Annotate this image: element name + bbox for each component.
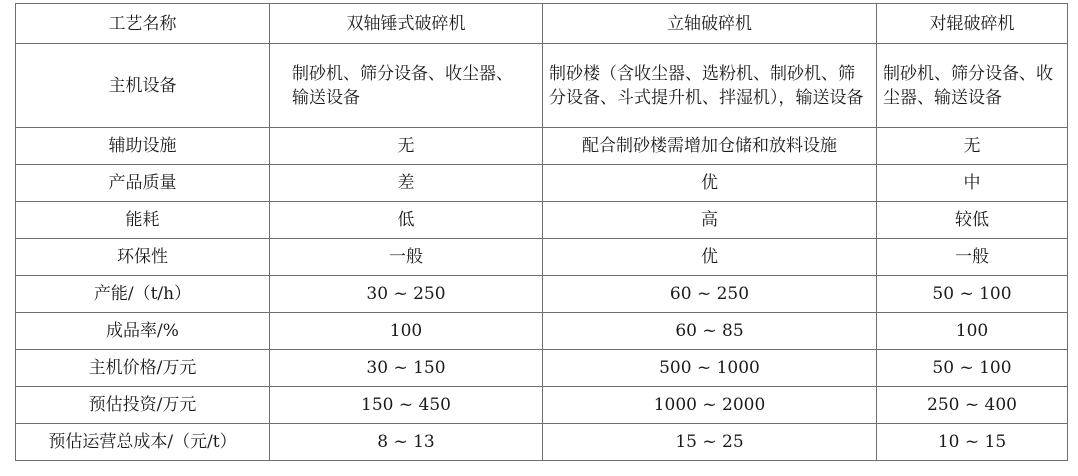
- cell-double-roller: 一般: [877, 239, 1068, 276]
- cell-double-roller: 250 ~ 400: [877, 387, 1068, 424]
- cell-double-roller: 无: [877, 128, 1068, 165]
- cell-vertical-shaft: 配合制砂楼需增加仓储和放料设施: [543, 128, 877, 165]
- cell-vertical-shaft: 高: [543, 202, 877, 239]
- table-row-environmental: [16, 239, 1068, 276]
- table-row-estimated-investment: [16, 387, 1068, 424]
- cell-vertical-shaft: 60 ~ 250: [543, 276, 877, 313]
- cell-double-shaft: 100: [270, 313, 543, 350]
- row-label: 主机设备: [16, 44, 270, 128]
- cell-double-roller: 50 ~ 100: [877, 350, 1068, 387]
- crusher-comparison-table: [15, 3, 1068, 461]
- cell-vertical-shaft: 60 ~ 85: [543, 313, 877, 350]
- table-row-main-equipment: [16, 44, 1068, 128]
- cell-double-roller: 制砂机、筛分设备、收尘器、输送设备: [877, 44, 1068, 128]
- cell-double-shaft: 制砂机、筛分设备、收尘器、输送设备: [270, 44, 543, 128]
- cell-double-shaft: 一般: [270, 239, 543, 276]
- cell-vertical-shaft: 1000 ~ 2000: [543, 387, 877, 424]
- table-row-energy-consumption: [16, 202, 1068, 239]
- row-label: 环保性: [16, 239, 270, 276]
- cell-vertical-shaft: 优: [543, 239, 877, 276]
- table-row-main-machine-price: [16, 350, 1068, 387]
- comparison-table-container: [15, 3, 1067, 461]
- table-row-operating-cost: [16, 424, 1068, 461]
- cell-double-roller: 较低: [877, 202, 1068, 239]
- row-label: 预估投资/万元: [16, 387, 270, 424]
- row-label: 产品质量: [16, 165, 270, 202]
- header-double-shaft-hammer-crusher: 双轴锤式破碎机: [270, 4, 543, 44]
- cell-double-roller: 10 ~ 15: [877, 424, 1068, 461]
- header-process-name: 工艺名称: [16, 4, 270, 44]
- row-label: 产能/（t/h）: [16, 276, 270, 313]
- cell-double-shaft: 150 ~ 450: [270, 387, 543, 424]
- cell-double-shaft: 低: [270, 202, 543, 239]
- cell-double-shaft: 无: [270, 128, 543, 165]
- cell-vertical-shaft: 500 ~ 1000: [543, 350, 877, 387]
- row-label: 能耗: [16, 202, 270, 239]
- table-row-yield-rate: [16, 313, 1068, 350]
- row-label: 主机价格/万元: [16, 350, 270, 387]
- row-label: 成品率/%: [16, 313, 270, 350]
- cell-vertical-shaft: 优: [543, 165, 877, 202]
- cell-vertical-shaft: 15 ~ 25: [543, 424, 877, 461]
- table-row-auxiliary-facilities: [16, 128, 1068, 165]
- cell-double-shaft: 30 ~ 150: [270, 350, 543, 387]
- header-vertical-shaft-crusher: 立轴破碎机: [543, 4, 877, 44]
- cell-double-shaft: 8 ~ 13: [270, 424, 543, 461]
- cell-double-shaft: 30 ~ 250: [270, 276, 543, 313]
- cell-double-roller: 100: [877, 313, 1068, 350]
- table-header-row: [16, 4, 1068, 44]
- table-row-product-quality: [16, 165, 1068, 202]
- row-label: 辅助设施: [16, 128, 270, 165]
- table-row-capacity: [16, 276, 1068, 313]
- header-double-roller-crusher: 对辊破碎机: [877, 4, 1068, 44]
- row-label: 预估运营总成本/（元/t）: [16, 424, 270, 461]
- cell-vertical-shaft: 制砂楼（含收尘器、选粉机、制砂机、筛分设备、斗式提升机、拌湿机），输送设备: [543, 44, 877, 128]
- cell-double-roller: 中: [877, 165, 1068, 202]
- cell-double-shaft: 差: [270, 165, 543, 202]
- cell-double-roller: 50 ~ 100: [877, 276, 1068, 313]
